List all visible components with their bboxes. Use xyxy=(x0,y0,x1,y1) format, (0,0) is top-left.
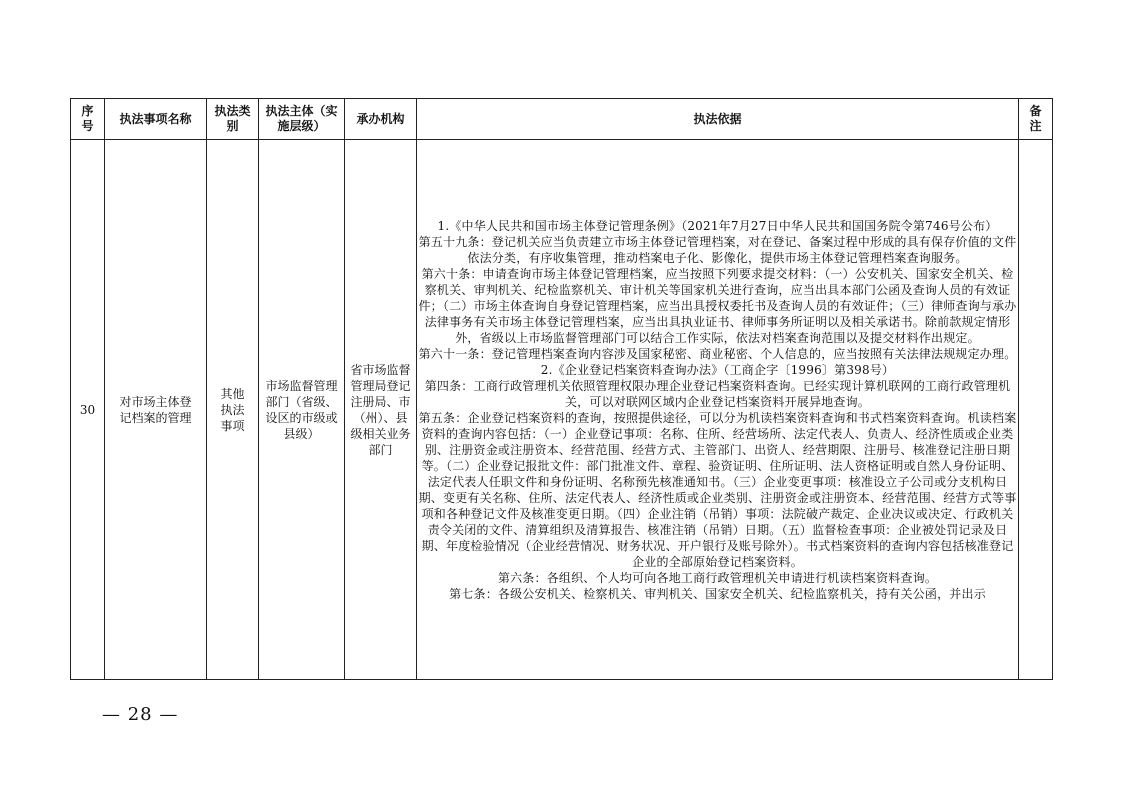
basis-paragraph: 第七条：各级公安机关、检察机关、审判机关、国家安全机关、纪检监察机关，持有关公函，并出示 xyxy=(449,586,986,601)
table-row xyxy=(71,140,1053,680)
cell-remark xyxy=(1019,140,1053,680)
basis-paragraph: 1.《中华人民共和国市场主体登记管理条例》（2021年7月27日中华人民共和国国务院令第746号公布） xyxy=(437,218,998,233)
law-enforcement-table xyxy=(70,98,1053,680)
header-basis: 执法依据 xyxy=(417,99,1019,140)
header-seq: 序号 xyxy=(71,99,105,140)
basis-paragraph: 第四条：工商行政管理机关依照管理权限办理企业登记档案资料查询。已经实现计算机联网的工商行政管理机关，可以对联网区域内企业登记档案资料开展异地查询。 xyxy=(424,378,1011,409)
basis-paragraph: 第六十一条：登记管理档案查询内容涉及国家秘密、商业秘密、个人信息的，应当按照有关法律法规规定办理。 xyxy=(418,346,1017,361)
basis-paragraph: 第六条：各组织、个人均可向各地工商行政管理机关申请进行机读档案资料查询。 xyxy=(497,570,938,585)
table-header-row xyxy=(71,99,1053,140)
cell-item-name: 对市场主体登记档案的管理 xyxy=(105,140,207,680)
cell-basis xyxy=(417,140,1019,680)
header-item-name: 执法事项名称 xyxy=(105,99,207,140)
basis-paragraph: 2.《企业登记档案资料查询办法》（工商企字〔1996〕第398号） xyxy=(540,362,895,377)
header-remark: 备注 xyxy=(1019,99,1053,140)
page-number: — 28 — xyxy=(102,704,179,725)
cell-subject: 市场监督管理部门（省级、设区的市级或县级） xyxy=(259,140,345,680)
header-subject: 执法主体（实施层级） xyxy=(259,99,345,140)
cell-category: 其他执法事项 xyxy=(207,140,259,680)
basis-paragraph: 第六十条：申请查询市场主体登记管理档案，应当按照下列要求提交材料：（一）公安机关、国家安全机关、检察机关、审判机关、纪检监察机关、审计机关等国家机关进行查询，应当出具本部门公函及查询人员的有效证件；（二）市场主体查询自身登记管理档案，应当出具授权委托书及查询人员的有效证件；（三）律师查询与承办法律事务有关市场主体登记管理档案，应当出具执业证书、律师事务所证明以及相关承诺书。除前款规定情形外，省级以上市场监督管理部门可以结合工作实际，依法对档案查询范围以及提交材料作出规定。 xyxy=(418,266,1017,345)
basis-paragraph: 第五条：企业登记档案资料的查询，按照提供途径，可以分为机读档案资料查询和书式档案资料查询。机读档案资料的查询内容包括：（一）企业登记事项：名称、住所、经营场所、法定代表人、负责人、经济性质或企业类别、注册资金或注册资本、经营范围、经营方式、主管部门、出资人、经营期限、注册号、核准登记注册日期等。（二）企业登记报批文件：部门批准文件、章程、验资证明、住所证明、法人资格证明或自然人身份证明、法定代表人任职文件和身份证明、名称预先核准通知书。（三）企业变更事项：核准设立子公司或分支机构日期、变更有关名称、住所、法定代表人、经济性质或企业类别、注册资金或注册资本、经营范围、经营方式等事项和各种登记文件及核准变更日期。（四）企业注销（吊销）事项：法院破产裁定、企业决议或决定、行政机关责令关闭的文件、清算组织及清算报告、核准注销（吊销）日期。（五）监督检查事项：企业被处罚记录及日期、年度检验情况（企业经营情况、财务状况、开户银行及账号除外）。书式档案资料的查询内容包括核准登记企业的全部原始登记档案资料。 xyxy=(418,410,1017,569)
header-category: 执法类别 xyxy=(207,99,259,140)
basis-text xyxy=(417,218,1018,602)
header-org: 承办机构 xyxy=(345,99,417,140)
cell-seq: 30 xyxy=(71,140,105,680)
basis-paragraph: 第五十九条：登记机关应当负责建立市场主体登记管理档案，对在登记、备案过程中形成的具有保存价值的文件依法分类，有序收集管理，推动档案电子化、影像化，提供市场主体登记管理档案查询服务。 xyxy=(418,234,1017,265)
cell-org: 省市场监督管理局登记注册局、市（州）、县级相关业务部门 xyxy=(345,140,417,680)
